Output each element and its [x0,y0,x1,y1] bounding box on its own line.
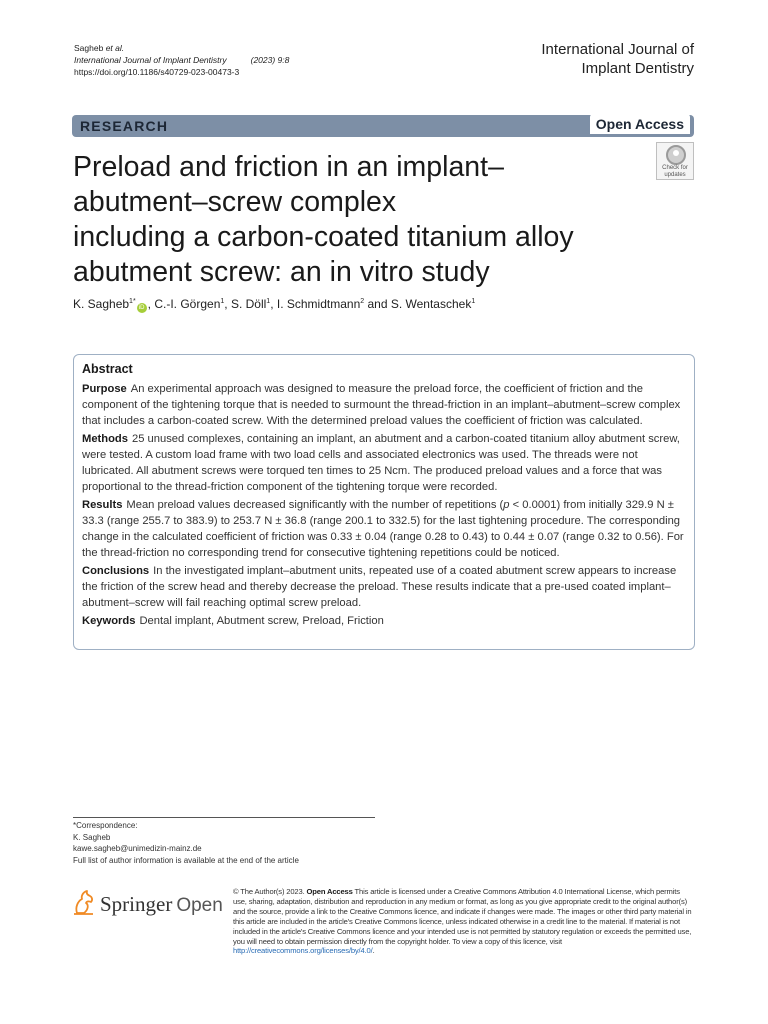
author-name[interactable]: , S. Döll [224,297,267,311]
crossmark-icon [666,145,686,165]
orcid-icon[interactable]: iD [137,303,147,313]
abstract-purpose: Purpose An experimental approach was designed to measure the preload force, the coefficient of friction and the component of the tightening torque that is needed to surmount the thread-friction in an implant–abutment–screw complex that includes a carbon-coated screw. With the determined preload values the coefficient of friction was calculated. [82,383,681,427]
article-type-label: RESEARCH [80,118,169,134]
abstract-box [73,354,695,650]
author-name[interactable]: , I. Schmidtmann [270,297,361,311]
meta-author: Sagheb [74,43,104,53]
meta-year-volume: (2023) 9:8 [250,55,290,65]
license-statement: © The Author(s) 2023. Open Access This article is licensed under a Creative Commons Attribution 4.0 International License, which permits use, sharing, adaptation, distribution and reproduction in any medium or format, as long as you give appropriate credit to the original author(s) and the source, provide a link to the Creative Commons licence, and indicate if changes were made. The images or other third party material in this article are included in the article's Creative Commons licence, unless indicated otherwise in a credit line to the material. If material is not included in the article's Creative Commons licence and your intended use is not permitted by statutory regulation or exceeds the permitted use, you will need to obtain permission directly from the copyright holder. To view a copy of this licence, visit http://creativecommons.org/licenses/by/4.0/. [233,887,692,956]
meta-et-al: et al. [105,43,125,53]
author-name[interactable]: , C.-I. Görgen [147,297,221,311]
article-meta [74,42,289,78]
abstract-methods: Methods 25 unused complexes, containing an implant, an abutment and a carbon-coated titanium alloy abutment screw, were tested. A custom load frame with two load cells and associated electronics was used. The threads were not lubricated. All abutment screws were torqued ten times to 25 Ncm. The produced preload values and a force that was proportional to the thread-friction component of the tightening torque were recorded. [82,433,680,493]
license-link[interactable]: http://creativecommons.org/licenses/by/4.0/ [233,946,373,956]
abstract-conclusions: Conclusions In the investigated implant–abutment units, repeated use of a coated abutment screw appears to increase the friction of the screw head and thereby decrease the preload. These results indicate that a pre-used coated implant–abutment–screw will fail reaching optimal screw preload. [82,565,677,609]
abstract-keywords: Keywords Dental implant, Abutment screw, Preload, Friction [82,615,384,627]
article-type-band [72,115,694,137]
author-name[interactable]: K. Sagheb [73,297,130,311]
abstract-results: Results Mean preload values decreased significantly with the number of repetitions (p < 0.0001) from initially 329.9 N ± 33.3 (range 255.7 to 383.9) to 253.7 N ± 36.8 (range 200.1 to 332.5) for the last tightening procedure. The corresponding change in the calculated coefficient of friction was 0.33 ± 0.04 (range 0.28 to 0.43) to 0.44 ± 0.07 (range 0.32 to 0.56). For the thread-friction no corresponding trend for consecutive tightening repetitions could be noticed. [82,499,684,559]
meta-doi-link[interactable]: https://doi.org/10.1186/s40729-023-00473-3 [74,67,240,77]
footnote-divider [73,817,375,818]
abstract-heading: Abstract [82,362,133,376]
check-for-updates-badge[interactable]: Check for updates [656,142,694,180]
meta-journal: International Journal of Implant Dentistry [74,55,227,65]
author-list: K. Sagheb$^{1*}$iD , C.-I. Görgen$^1$, S. Döll$^1$, I. Schmidtmann$^2$ and S. Wentaschek$^1$ [73,297,476,311]
open-access-tab: Open Access [590,114,690,134]
springer-horse-icon [73,889,95,915]
article-title: Preload and friction in an implant– abutment–screw complex including a carbon-coated titanium alloy abutment screw: an in vitro study [73,151,574,288]
journal-name: International Journal of Implant Dentistry [541,41,694,77]
correspondence-email-link[interactable]: kawe.sagheb@unimedizin-mainz.de [73,844,202,853]
author-name[interactable]: and S. Wentaschek [364,297,472,311]
springer-open-logo[interactable]: Springer Open [73,887,218,921]
correspondence-footnote: *Correspondence: K. Sagheb kawe.sagheb@unimedizin-mainz.de Full list of author information is available at the end of the article [73,821,299,865]
